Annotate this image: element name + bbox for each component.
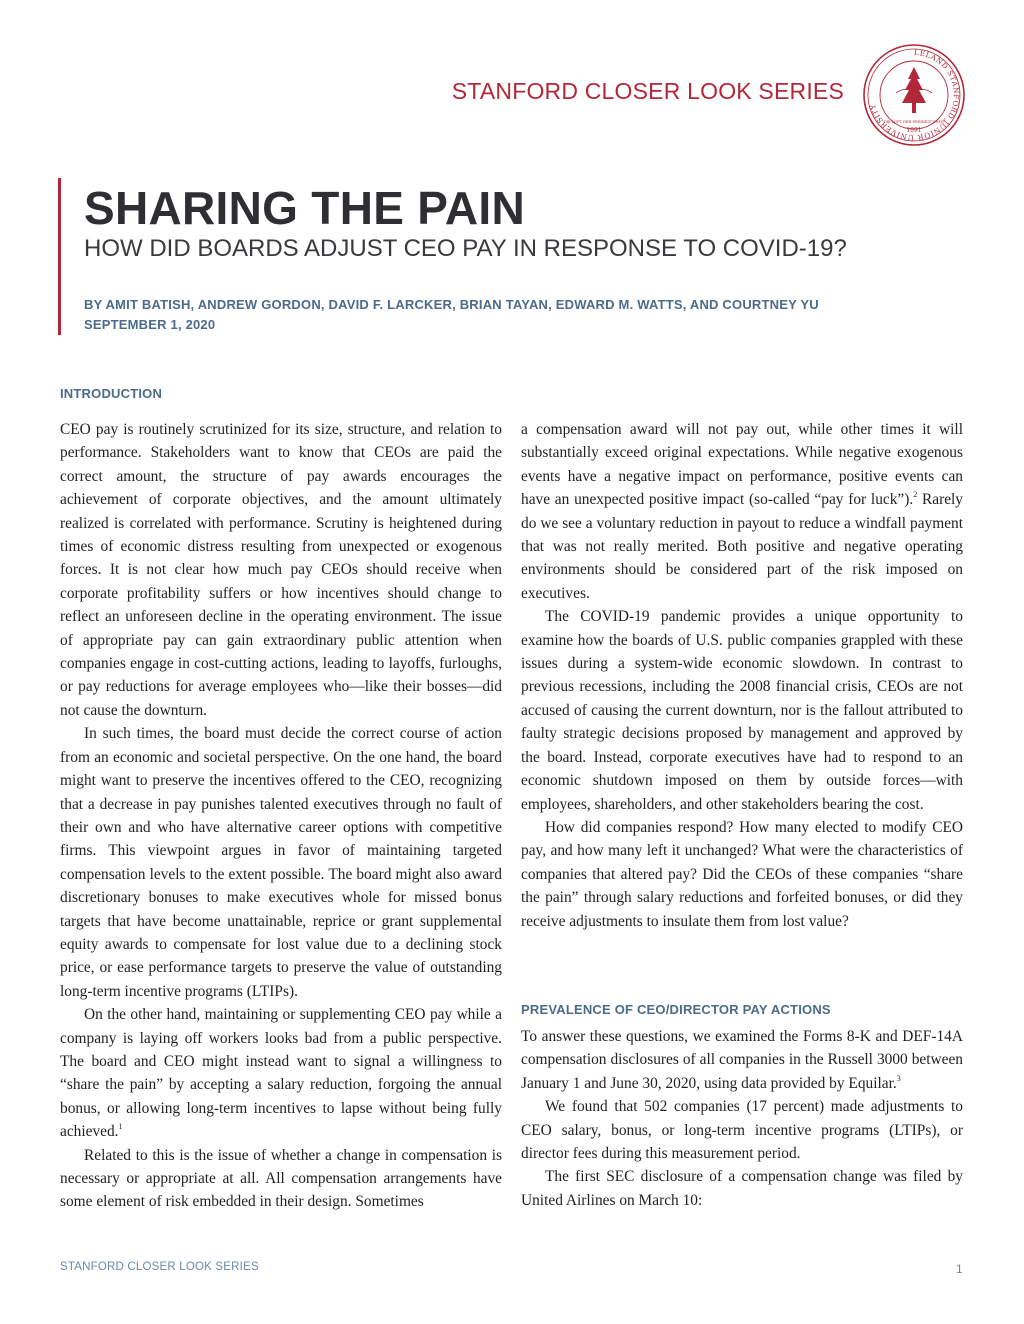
page-title: SHARING THE PAIN <box>84 182 525 234</box>
authors-line: BY AMIT BATISH, ANDREW GORDON, DAVID F. LARCKER, BRIAN TAYAN, EDWARD M. WATTS, AND COURTNEY YU <box>84 297 819 312</box>
footnote-ref: 2 <box>913 490 918 500</box>
paragraph: The first SEC disclosure of a compensation change was filed by United Airlines on March 10: <box>521 1168 963 1209</box>
paragraph: To answer these questions, we examined the Forms 8-K and DEF-14A compensation disclosures of all companies in the Russell 3000 between January 1 and June 30, 2020, using data provided by Equilar.$^3$ <box>521 1028 963 1092</box>
paragraph: The COVID-19 pandemic provides a unique opportunity to examine how the boards of U.S. public companies grappled with these issues during a system-wide economic slowdown. In contrast to previous recessions, including the 2008 financial crisis, CEOs are not accused of causing the current downturn, nor is the fallout attributed to faulty strategic decisions proposed by management and approved by the board. Instead, corporate executives have had to respond to an economic shutdown imposed on them by outside forces—with employees, shareholders, and other stakeholders bearing the cost. <box>521 608 963 813</box>
paragraph: On the other hand, maintaining or supplementing CEO pay while a company is laying off workers looks bad from a public perspective. The board and CEO might instead want to signal a willingness to “share the pain” by accepting a salary reduction, forgoing the annual bonus, or allowing long-term incentives to lapse without being fully achieved.$^1$ <box>60 1006 502 1141</box>
footnote-ref: 3 <box>896 1073 901 1083</box>
section-heading-prevalence: PREVALENCE OF CEO/DIRECTOR PAY ACTIONS <box>521 1002 831 1017</box>
section-heading-introduction: INTRODUCTION <box>60 386 163 401</box>
paragraph: CEO pay is routinely scrutinized for its size, structure, and relation to performance. Stakeholders want to know that CEOs are paid the correct amount, the structure of pay awards encourages the achievement of corporate objectives, and the amount ultimately realized is correlated with performance. Scrutiny is heightened during times of economic distress resulting from unexpected or exogenous forces. It is not clear how much pay CEOs should receive when corporate profitability suffers or how incentives should change to reflect an unforeseen decline in the operating environment. The issue of appropriate pay can gain extraordinary public attention when companies engage in cost-cutting actions, leading to layoffs, furloughs, or pay reductions for average employees who—like their bosses—did not cause the downturn. <box>60 421 502 719</box>
paragraph: How did companies respond? How many elected to modify CEO pay, and how many left it unchanged? What were the characteristics of companies that altered pay? Did the CEOs of these companies “share the pain” through salary reductions and forfeited bonuses, or did they receive adjustments to insulate them from lost value? <box>521 818 963 930</box>
footnote-ref: 1 <box>118 1122 123 1132</box>
svg-text:DIE LUFT DER FREIHEIT WEHT: DIE LUFT DER FREIHEIT WEHT <box>883 120 945 124</box>
paragraph: We found that 502 companies (17 percent) made adjustments to CEO salary, bonus, or long-term incentive programs (LTIPs), or director fees during this measurement period. <box>521 1098 963 1163</box>
svg-text:1891: 1891 <box>906 127 922 134</box>
series-header: STANFORD CLOSER LOOK SERIES <box>451 78 844 104</box>
paragraph: Related to this is the issue of whether a change in compensation is necessary or appropriate at all. All compensation arrangements have some element of risk embedded in their design. Sometimes <box>60 1146 502 1211</box>
footer-series: STANFORD CLOSER LOOK SERIES <box>60 1261 259 1273</box>
right-column-lower <box>521 1025 963 1212</box>
stanford-seal-logo <box>862 43 966 147</box>
svg-text:LELAND STANFORD JUNIOR UNIVERS: LELAND STANFORD JUNIOR UNIVERSITY <box>868 47 962 143</box>
paragraph: In such times, the board must decide the correct course of action from an economic and societal perspective. On the one hand, the board might want to preserve the incentives offered to the CEO, recognizing that a decrease in pay punishes talented executives through no fault of their own and who have alternative career options with competitive firms. This viewpoint argues in favor of maintaining targeted compensation levels to the extent possible. The board might also award discretionary bonuses to make executives whole for missed bonus targets that have become unattainable, reprice or grant supplemental equity awards to compensate for lost value due to a declining stock price, or ease performance targets to preserve the value of outstanding long-term incentive programs (LTIPs). <box>60 725 502 1000</box>
page-subtitle: HOW DID BOARDS ADJUST CEO PAY IN RESPONSE TO COVID-19? <box>84 235 847 262</box>
page-number: 1 <box>956 1262 963 1276</box>
right-column <box>521 418 963 933</box>
title-block <box>58 178 961 335</box>
left-column <box>60 418 502 1214</box>
publication-date: SEPTEMBER 1, 2020 <box>84 317 216 332</box>
paragraph: a compensation award will not pay out, while other times it will substantially exceed original expectations. While negative exogenous events have a negative impact on performance, positive events can have an unexpected positive impact (so-called “pay for luck”).$^2$ Rarely do we see a voluntary reduction in payout to reduce a windfall payment that was not really merited. Both positive and negative operating environments should be considered part of the risk imposed on executives. <box>521 421 964 602</box>
